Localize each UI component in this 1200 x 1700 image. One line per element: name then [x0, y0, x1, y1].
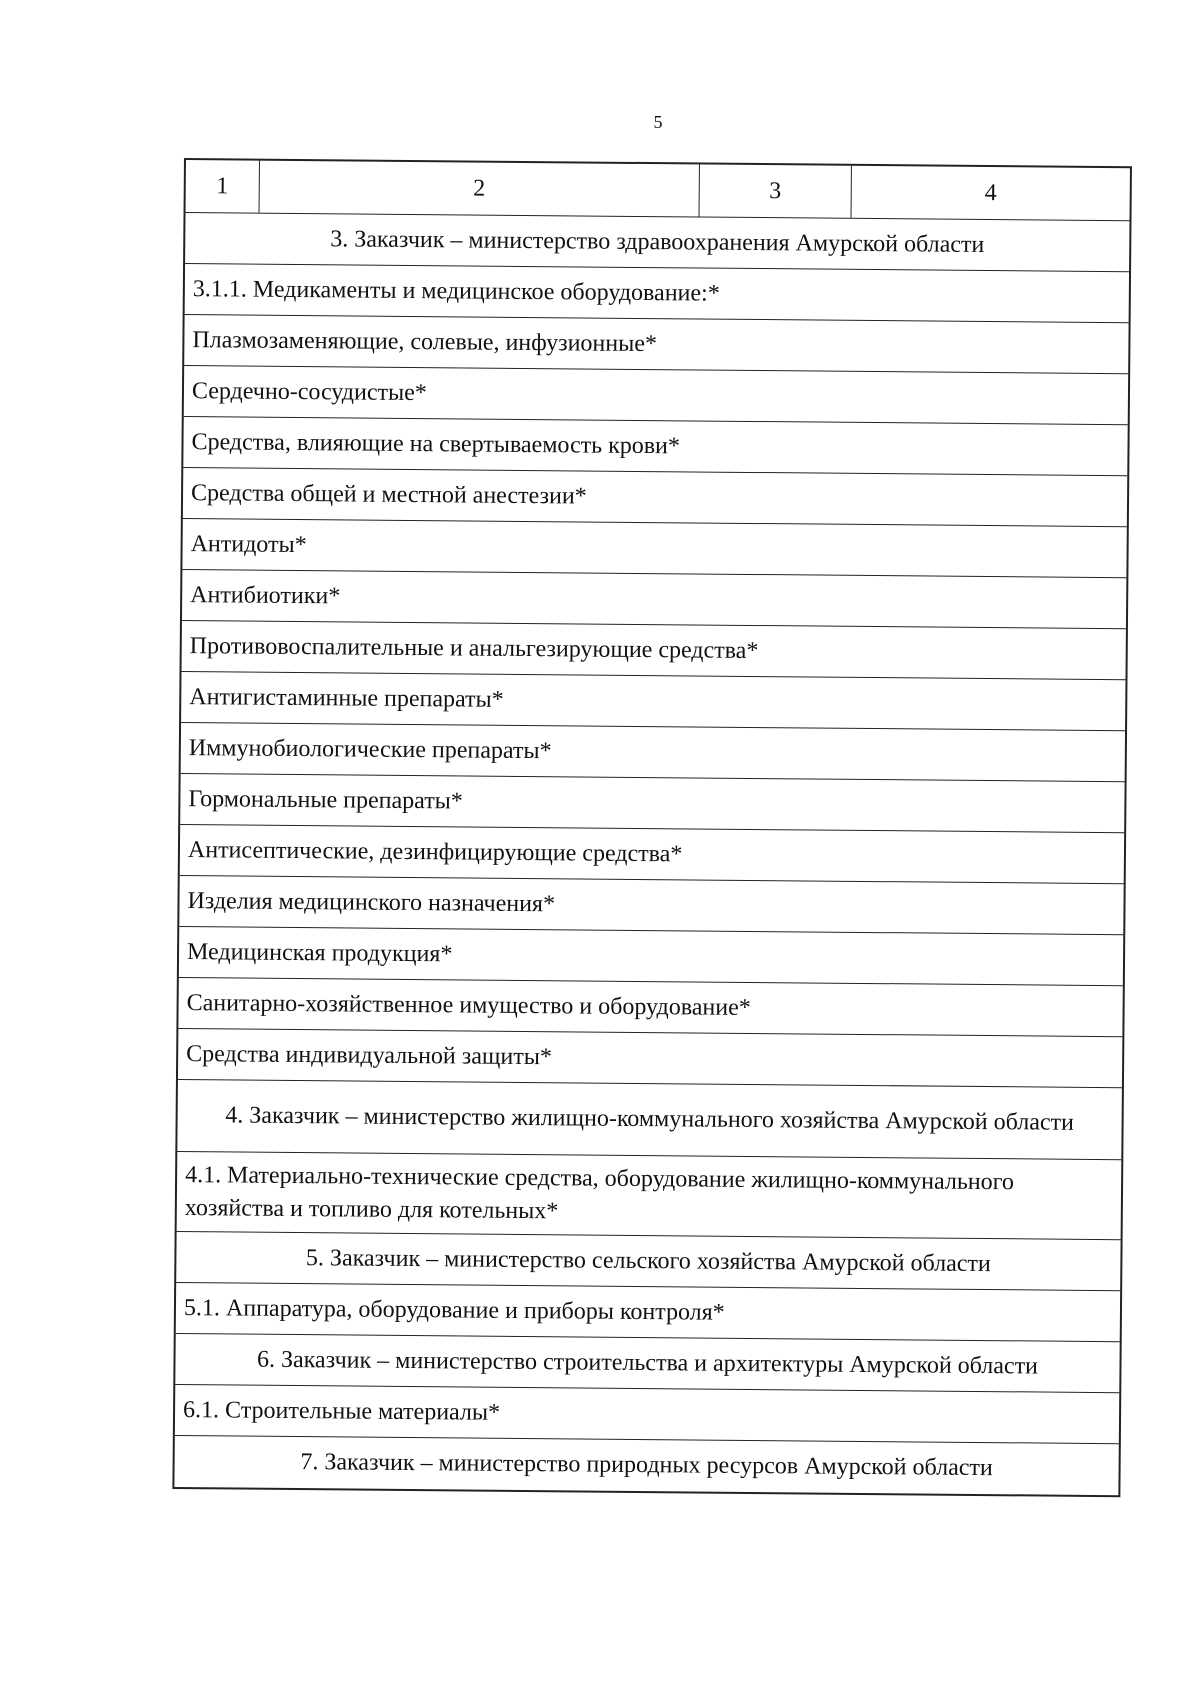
- table-row: [180, 774, 1124, 833]
- table-row: [181, 672, 1125, 731]
- section-title: 6. Заказчик – министерство строительства и архитектуры Амурской области: [256, 1346, 1039, 1379]
- table-row: [184, 315, 1128, 374]
- section-row-housing-ministry: [177, 1080, 1122, 1160]
- row-text: Гормональные препараты*: [188, 785, 463, 814]
- section-title: 7. Заказчик – министерство природных ресурсов Амурской области: [300, 1449, 993, 1482]
- row-text: Антисептические, дезинфицирующие средства*: [187, 836, 683, 867]
- table-row: [182, 570, 1126, 629]
- row-text: Средства индивидуальной защиты*: [186, 1040, 553, 1070]
- row-text: Плазмозаменяющие, солевые, инфузионные*: [192, 326, 658, 357]
- row-text: Сердечно-сосудистые*: [191, 377, 427, 406]
- row-text: Санитарно-хозяйственное имущество и оборудование*: [186, 989, 751, 1021]
- page-number: 5: [653, 112, 663, 132]
- row-text: Средства, влияющие на свертываемость крови*: [191, 428, 681, 459]
- section-row-natural-resources-ministry: [174, 1436, 1118, 1495]
- row-text: 3.1.1. Медикаменты и медицинское оборудование:*: [192, 275, 720, 307]
- header-col-4: 4: [984, 179, 997, 206]
- row-text: Антидоты*: [190, 530, 307, 558]
- header-col-1: 1: [186, 160, 260, 213]
- row-text: Антигистаминные препараты*: [189, 683, 504, 713]
- row-text: 4.1. Материально-технические средства, оборудование жилищно-коммунального хозяйства и топливо для котельных*: [184, 1161, 1015, 1224]
- header-col-3: 3: [700, 165, 852, 218]
- table-row: [185, 264, 1129, 323]
- row-text: Противовоспалительные и анальгезирующие средства*: [189, 632, 759, 664]
- section-title: 4. Заказчик – министерство жилищно-коммунального хозяйства Амурской области: [225, 1102, 1075, 1136]
- table-row: [183, 417, 1127, 476]
- header-col-2: 2: [260, 161, 700, 217]
- table-row: [178, 1029, 1122, 1088]
- row-text: 6.1. Строительные материалы*: [182, 1396, 501, 1426]
- row-text: Медицинская продукция*: [186, 938, 453, 967]
- table-header-row: [186, 160, 1130, 221]
- table-row: [184, 366, 1128, 425]
- table-row: [177, 1152, 1122, 1240]
- section-row-agriculture-ministry: [176, 1232, 1120, 1291]
- table-row: [179, 876, 1123, 935]
- row-text: Изделия медицинского назначения*: [187, 887, 556, 917]
- table-row: [178, 978, 1122, 1037]
- table-row: [175, 1385, 1119, 1444]
- table-row: [182, 519, 1126, 578]
- table-row: [183, 468, 1127, 527]
- table-row: [179, 927, 1123, 986]
- section-title: 5. Заказчик – министерство сельского хозяйства Амурской области: [305, 1244, 991, 1277]
- table-row: [176, 1283, 1120, 1342]
- table-row: [180, 825, 1124, 884]
- table-row: [181, 723, 1125, 782]
- row-text: 5.1. Аппаратура, оборудование и приборы контроля*: [183, 1294, 725, 1326]
- section-row-construction-ministry: [175, 1334, 1119, 1393]
- row-text: Средства общей и местной анестезии*: [190, 479, 587, 510]
- table-row: [182, 621, 1126, 680]
- row-text: Антибиотики*: [190, 581, 341, 609]
- section-title: 3. Заказчик – министерство здравоохранения Амурской области: [330, 225, 985, 258]
- row-text: Иммунобиологические препараты*: [188, 734, 552, 764]
- document-table: [172, 158, 1132, 1497]
- section-row-health-ministry: [185, 213, 1129, 272]
